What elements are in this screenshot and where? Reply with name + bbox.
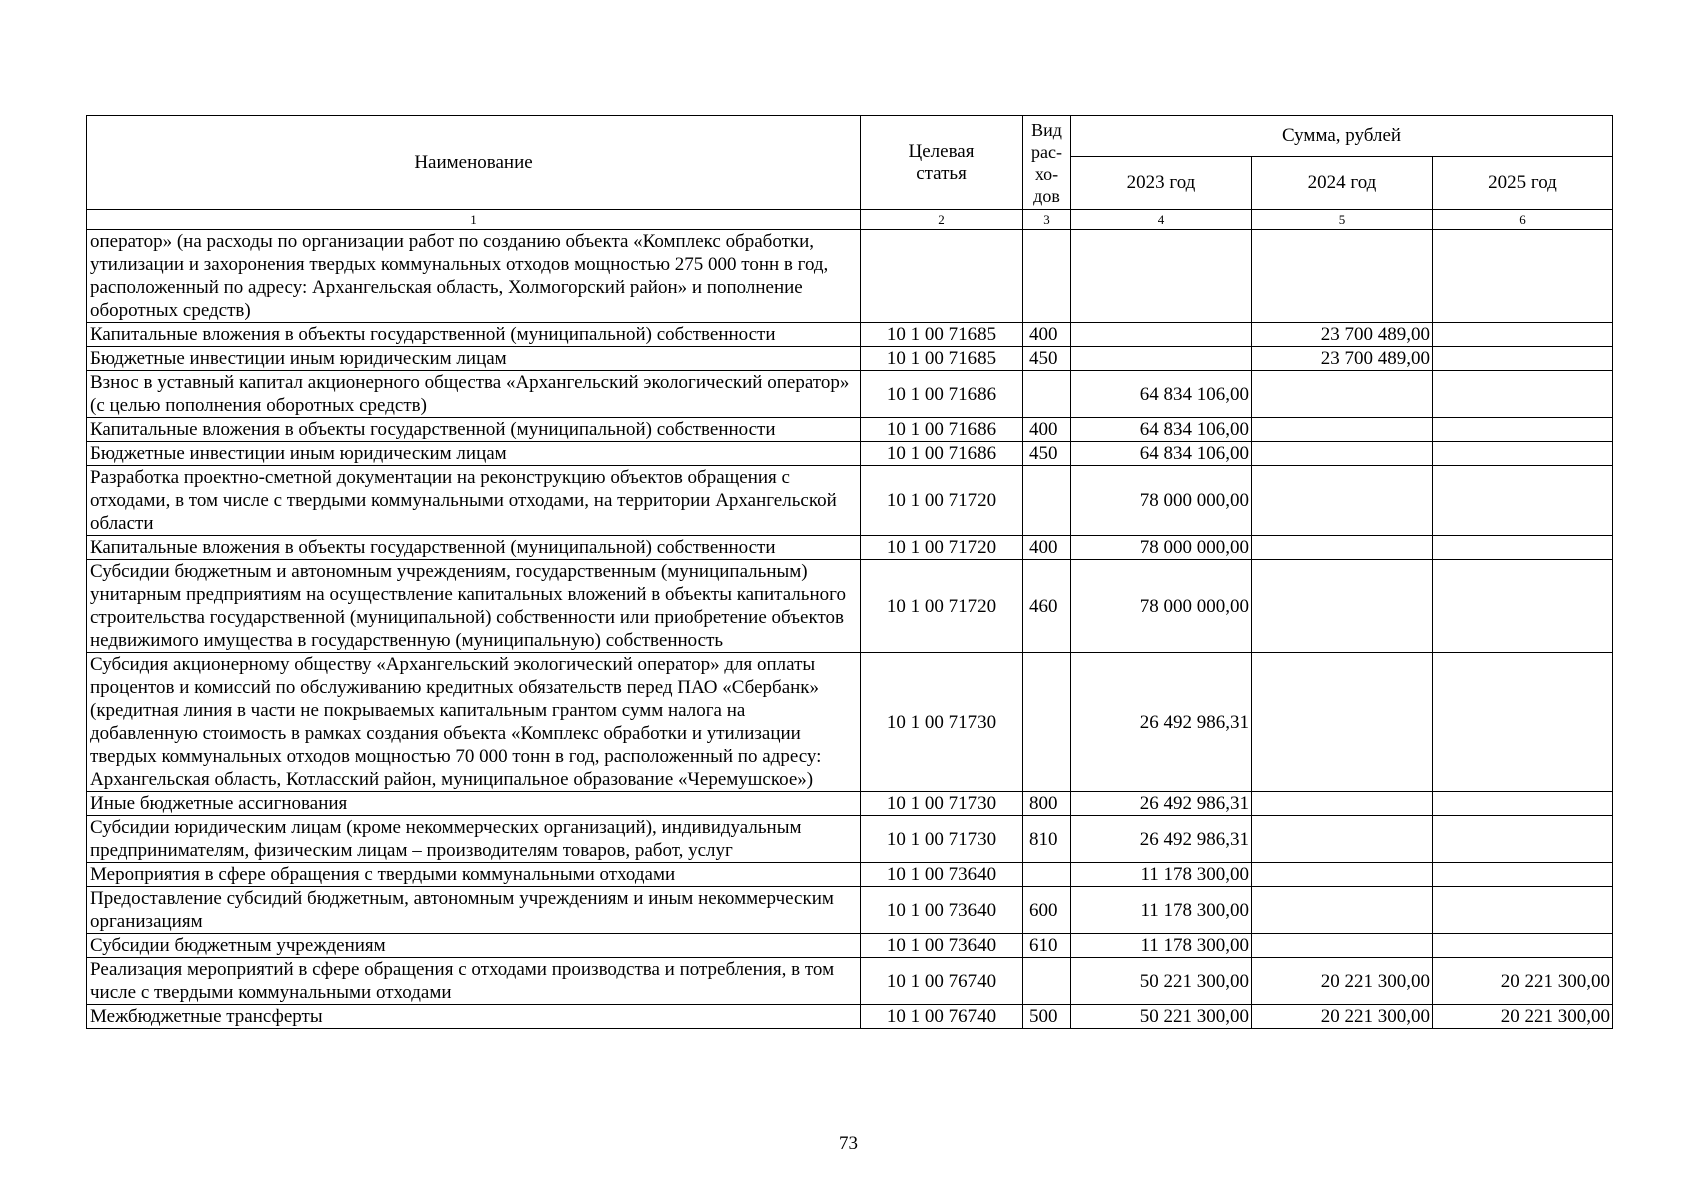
table-row xyxy=(87,1005,1613,1029)
row-name-cell: Субсидии бюджетным и автономным учреждениям, государственным (муниципальным) унитарным предприятиям на осуществление капитальных вложений в объекты капитального строительства государственной (муниципальной) собственности или приобретение объектов недвижимого имущества в государственную (муниципальную) собственность xyxy=(87,560,861,653)
row-sum-2023-cell: 11 178 300,00 xyxy=(1071,887,1252,934)
header-year-2023: 2023 год xyxy=(1071,157,1252,210)
row-name-cell: Межбюджетные трансферты xyxy=(87,1005,861,1029)
table-row xyxy=(87,792,1613,816)
row-sum-2024-cell: 23 700 489,00 xyxy=(1252,323,1433,347)
row-expense-type-cell xyxy=(1023,653,1071,792)
row-target-article-cell: 10 1 00 71686 xyxy=(861,371,1023,418)
table-header xyxy=(87,116,1613,230)
row-expense-type-cell: 810 xyxy=(1023,816,1071,863)
row-target-article-cell: 10 1 00 71730 xyxy=(861,792,1023,816)
header-target-article-text: Целевая статья xyxy=(908,140,975,184)
row-expense-type-cell xyxy=(1023,230,1071,323)
row-sum-2025-cell xyxy=(1433,371,1613,418)
row-name-cell: Взнос в уставный капитал акционерного общества «Архангельский экологический оператор» (с целью пополнения оборотных средств) xyxy=(87,371,861,418)
header-expense-type xyxy=(1023,116,1071,210)
table-row xyxy=(87,536,1613,560)
column-number: 3 xyxy=(1023,210,1071,230)
header-expense-type-text: Вид рас-хо-дов xyxy=(1031,119,1062,206)
row-expense-type-cell: 600 xyxy=(1023,887,1071,934)
row-target-article-cell: 10 1 00 71686 xyxy=(861,418,1023,442)
row-sum-2025-cell xyxy=(1433,792,1613,816)
row-sum-2024-cell: 20 221 300,00 xyxy=(1252,1005,1433,1029)
row-target-article-cell: 10 1 00 71685 xyxy=(861,323,1023,347)
row-target-article-cell: 10 1 00 71685 xyxy=(861,347,1023,371)
row-sum-2023-cell: 26 492 986,31 xyxy=(1071,816,1252,863)
table-row xyxy=(87,934,1613,958)
header-sum-group: Сумма, рублей xyxy=(1071,116,1613,157)
row-expense-type-cell: 400 xyxy=(1023,536,1071,560)
table-row xyxy=(87,863,1613,887)
row-target-article-cell: 10 1 00 71720 xyxy=(861,536,1023,560)
row-name-cell: Капитальные вложения в объекты государственной (муниципальной) собственности xyxy=(87,323,861,347)
row-sum-2025-cell xyxy=(1433,347,1613,371)
row-sum-2023-cell xyxy=(1071,323,1252,347)
row-sum-2024-cell xyxy=(1252,536,1433,560)
table-row xyxy=(87,653,1613,792)
row-sum-2023-cell: 64 834 106,00 xyxy=(1071,418,1252,442)
row-expense-type-cell xyxy=(1023,863,1071,887)
row-target-article-cell: 10 1 00 76740 xyxy=(861,1005,1023,1029)
row-sum-2023-cell: 78 000 000,00 xyxy=(1071,560,1252,653)
table-row xyxy=(87,418,1613,442)
row-sum-2024-cell xyxy=(1252,560,1433,653)
row-name-cell: Реализация мероприятий в сфере обращения с отходами производства и потребления, в том числе с твердыми коммунальными отходами xyxy=(87,958,861,1005)
header-row-top xyxy=(87,116,1613,157)
page-number: 73 xyxy=(839,1133,858,1154)
row-sum-2023-cell: 11 178 300,00 xyxy=(1071,934,1252,958)
row-sum-2025-cell xyxy=(1433,466,1613,536)
column-number: 5 xyxy=(1252,210,1433,230)
row-name-cell: Бюджетные инвестиции иным юридическим лицам xyxy=(87,347,861,371)
row-expense-type-cell: 500 xyxy=(1023,1005,1071,1029)
row-sum-2024-cell xyxy=(1252,371,1433,418)
row-expense-type-cell xyxy=(1023,958,1071,1005)
row-name-cell: Мероприятия в сфере обращения с твердыми коммунальными отходами xyxy=(87,863,861,887)
row-sum-2024-cell xyxy=(1252,792,1433,816)
row-name-cell: Разработка проектно-сметной документации на реконструкцию объектов обращения с отходами, в том числе с твердыми коммунальными отходами, на территории Архангельской области xyxy=(87,466,861,536)
row-sum-2025-cell: 20 221 300,00 xyxy=(1433,1005,1613,1029)
row-name-cell: Капитальные вложения в объекты государственной (муниципальной) собственности xyxy=(87,418,861,442)
row-sum-2025-cell xyxy=(1433,442,1613,466)
row-sum-2024-cell xyxy=(1252,934,1433,958)
row-target-article-cell: 10 1 00 73640 xyxy=(861,863,1023,887)
column-number: 1 xyxy=(87,210,861,230)
row-name-cell: оператор» (на расходы по организации работ по созданию объекта «Комплекс обработки, утилизации и захоронения твердых коммунальных отходов мощностью 275 000 тонн в год, расположенный по адресу: Архангельская область, Холмогорский район» и пополнение оборотных средств) xyxy=(87,230,861,323)
table-row xyxy=(87,323,1613,347)
row-sum-2024-cell xyxy=(1252,466,1433,536)
row-sum-2024-cell xyxy=(1252,816,1433,863)
row-expense-type-cell: 460 xyxy=(1023,560,1071,653)
row-name-cell: Предоставление субсидий бюджетным, автономным учреждениям и иным некоммерческим организациям xyxy=(87,887,861,934)
table-body xyxy=(87,230,1613,1029)
row-expense-type-cell: 610 xyxy=(1023,934,1071,958)
row-name-cell: Субсидия акционерному обществу «Архангельский экологический оператор» для оплаты процентов и комиссий по обслуживанию кредитных обязательств перед ПАО «Сбербанк» (кредитная линия в части не покрываемых капитальным грантом сумм налога на добавленную стоимость в рамках создания объекта «Комплекс обработки и утилизации твердых коммунальных отходов мощностью 70 000 тонн в год, расположенный по адресу: Архангельская область, Котласский район, муниципальное образование «Черемушское») xyxy=(87,653,861,792)
row-sum-2023-cell: 11 178 300,00 xyxy=(1071,863,1252,887)
row-expense-type-cell: 800 xyxy=(1023,792,1071,816)
header-year-2024: 2024 год xyxy=(1252,157,1433,210)
row-sum-2023-cell xyxy=(1071,347,1252,371)
row-name-cell: Субсидии бюджетным учреждениям xyxy=(87,934,861,958)
row-target-article-cell: 10 1 00 73640 xyxy=(861,934,1023,958)
row-sum-2025-cell xyxy=(1433,418,1613,442)
row-sum-2023-cell: 50 221 300,00 xyxy=(1071,958,1252,1005)
row-sum-2024-cell xyxy=(1252,230,1433,323)
row-target-article-cell: 10 1 00 71730 xyxy=(861,816,1023,863)
row-sum-2023-cell: 64 834 106,00 xyxy=(1071,442,1252,466)
row-sum-2024-cell xyxy=(1252,418,1433,442)
row-sum-2024-cell xyxy=(1252,653,1433,792)
column-number: 4 xyxy=(1071,210,1252,230)
row-sum-2025-cell xyxy=(1433,536,1613,560)
row-sum-2023-cell: 26 492 986,31 xyxy=(1071,653,1252,792)
row-sum-2023-cell: 78 000 000,00 xyxy=(1071,536,1252,560)
row-sum-2023-cell: 50 221 300,00 xyxy=(1071,1005,1252,1029)
row-name-cell: Бюджетные инвестиции иным юридическим лицам xyxy=(87,442,861,466)
row-expense-type-cell: 400 xyxy=(1023,418,1071,442)
budget-table xyxy=(86,115,1613,1029)
row-sum-2024-cell xyxy=(1252,887,1433,934)
table-row xyxy=(87,230,1613,323)
row-sum-2024-cell: 20 221 300,00 xyxy=(1252,958,1433,1005)
row-target-article-cell: 10 1 00 71730 xyxy=(861,653,1023,792)
column-number: 6 xyxy=(1433,210,1613,230)
row-sum-2025-cell xyxy=(1433,653,1613,792)
row-sum-2025-cell xyxy=(1433,887,1613,934)
row-expense-type-cell xyxy=(1023,466,1071,536)
table-row xyxy=(87,958,1613,1005)
row-sum-2025-cell xyxy=(1433,560,1613,653)
row-target-article-cell xyxy=(861,230,1023,323)
row-sum-2025-cell xyxy=(1433,230,1613,323)
row-sum-2023-cell xyxy=(1071,230,1252,323)
row-expense-type-cell xyxy=(1023,371,1071,418)
table-row xyxy=(87,816,1613,863)
header-name: Наименование xyxy=(87,116,861,210)
table-row xyxy=(87,560,1613,653)
table-row xyxy=(87,466,1613,536)
row-name-cell: Иные бюджетные ассигнования xyxy=(87,792,861,816)
row-sum-2023-cell: 64 834 106,00 xyxy=(1071,371,1252,418)
column-number: 2 xyxy=(861,210,1023,230)
row-sum-2025-cell xyxy=(1433,934,1613,958)
table-row xyxy=(87,887,1613,934)
row-expense-type-cell: 400 xyxy=(1023,323,1071,347)
row-sum-2023-cell: 78 000 000,00 xyxy=(1071,466,1252,536)
row-sum-2025-cell xyxy=(1433,323,1613,347)
header-target-article xyxy=(861,116,1023,210)
row-target-article-cell: 10 1 00 71720 xyxy=(861,466,1023,536)
row-target-article-cell: 10 1 00 71686 xyxy=(861,442,1023,466)
row-expense-type-cell: 450 xyxy=(1023,347,1071,371)
row-sum-2025-cell xyxy=(1433,863,1613,887)
table-row xyxy=(87,347,1613,371)
row-target-article-cell: 10 1 00 71720 xyxy=(861,560,1023,653)
table-row xyxy=(87,371,1613,418)
row-sum-2024-cell xyxy=(1252,863,1433,887)
row-target-article-cell: 10 1 00 76740 xyxy=(861,958,1023,1005)
header-year-2025: 2025 год xyxy=(1433,157,1613,210)
row-sum-2024-cell xyxy=(1252,442,1433,466)
row-sum-2024-cell: 23 700 489,00 xyxy=(1252,347,1433,371)
row-name-cell: Капитальные вложения в объекты государственной (муниципальной) собственности xyxy=(87,536,861,560)
row-sum-2023-cell: 26 492 986,31 xyxy=(1071,792,1252,816)
row-name-cell: Субсидии юридическим лицам (кроме некоммерческих организаций), индивидуальным предпринимателям, физическим лицам – производителям товаров, работ, услуг xyxy=(87,816,861,863)
table-row xyxy=(87,442,1613,466)
column-number-row xyxy=(87,210,1613,230)
row-target-article-cell: 10 1 00 73640 xyxy=(861,887,1023,934)
row-expense-type-cell: 450 xyxy=(1023,442,1071,466)
row-sum-2025-cell: 20 221 300,00 xyxy=(1433,958,1613,1005)
row-sum-2025-cell xyxy=(1433,816,1613,863)
